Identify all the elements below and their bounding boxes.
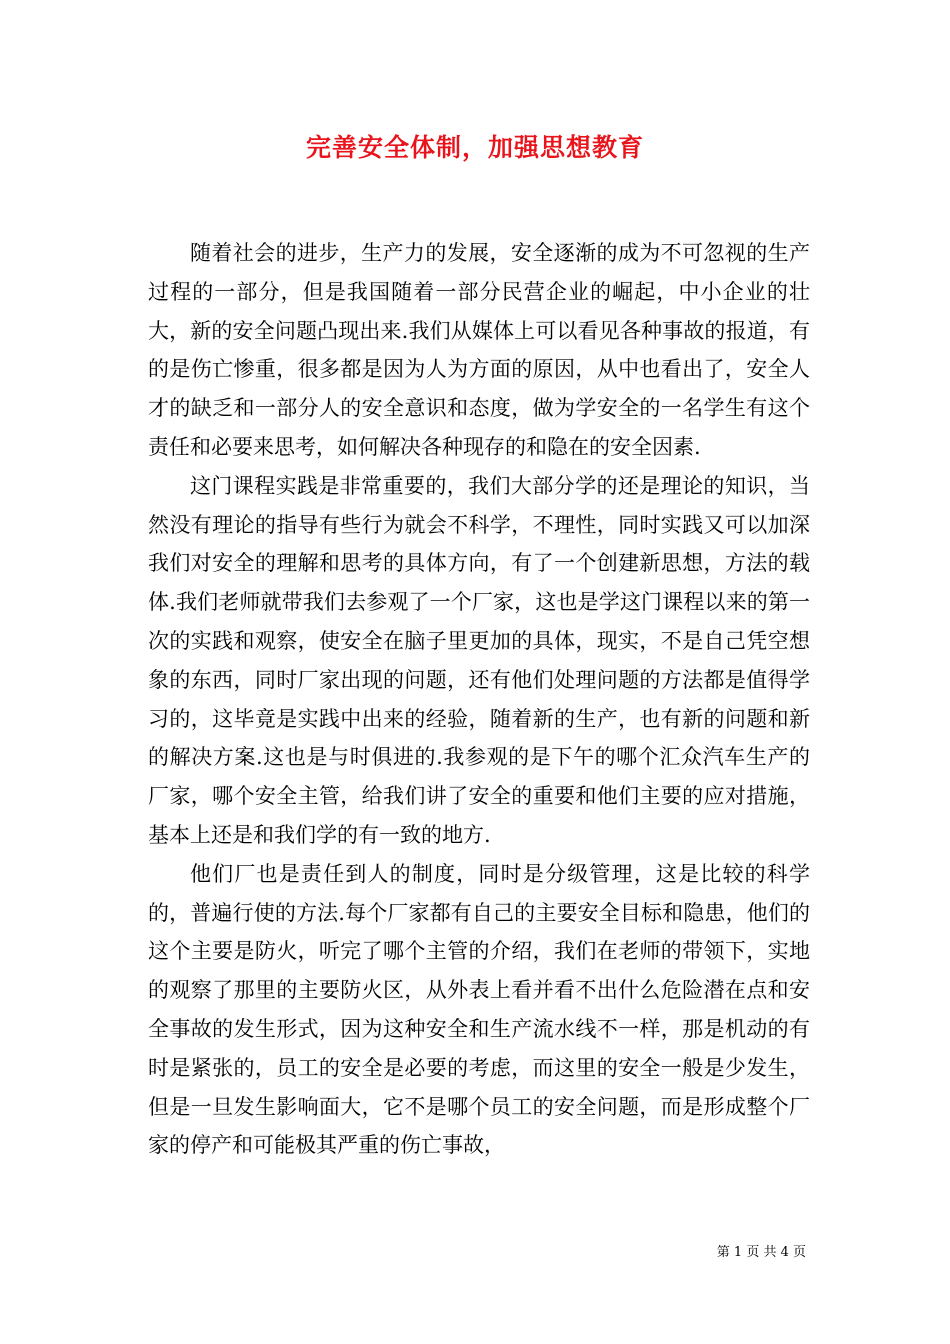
page-number-label: 第 1 页 共 4 页 (716, 1245, 806, 1260)
document-body (148, 234, 810, 1165)
paragraph-1: 随着社会的进步，生产力的发展，安全逐渐的成为不可忽视的生产过程的一部分，但是我国随着一部分民营企业的崛起，中小企业的壮大，新的安全问题凸现出来.我们从媒体上可以看见各种事故的报道，有的是伤亡惨重，很多都是因为人为方面的原因，从中也看出了，安全人才的缺乏和一部分人的安全意识和态度，做为学安全的一名学生有这个责任和必要来思考，如何解决各种现存的和隐在的安全因素. (148, 241, 810, 459)
paragraph-3: 他们厂也是责任到人的制度，同时是分级管理，这是比较的科学的，普遍行使的方法.每个厂家都有自己的主要安全目标和隐患，他们的这个主要是防火，听完了哪个主管的介绍，我们在老师的带领下，实地的观察了那里的主要防火区，从外表上看并看不出什么危险潜在点和安全事故的发生形式，因为这种安全和生产流水线不一样，那是机动的有时是紧张的，员工的安全是必要的考虑，而这里的安全一般是少发生，但是一旦发生影响面大，它不是哪个员工的安全问题，而是形成整个厂家的停产和可能极其严重的伤亡事故， (148, 861, 810, 1158)
page-footer (700, 1243, 806, 1263)
document-title: 完善安全体制，加强思想教育 (305, 133, 644, 162)
paragraph-2: 这门课程实践是非常重要的，我们大部分学的还是理论的知识，当然没有理论的指导有些行为就会不科学，不理性，同时实践又可以加深我们对安全的理解和思考的具体方向，有了一个创建新思想，方法的载体.我们老师就带我们去参观了一个厂家，这也是学这门课程以来的第一次的实践和观察，使安全在脑子里更加的具体，现实，不是自己凭空想象的东西，同时厂家出现的问题，还有他们处理问题的方法都是值得学习的，这毕竟是实践中出来的经验，随着新的生产，也有新的问题和新的解决方案.这也是与时俱进的.我参观的是下午的哪个汇众汽车生产的厂家，哪个安全主管，给我们讲了安全的重要和他们主要的应对措施，基本上还是和我们学的有一致的地方. (148, 473, 810, 847)
